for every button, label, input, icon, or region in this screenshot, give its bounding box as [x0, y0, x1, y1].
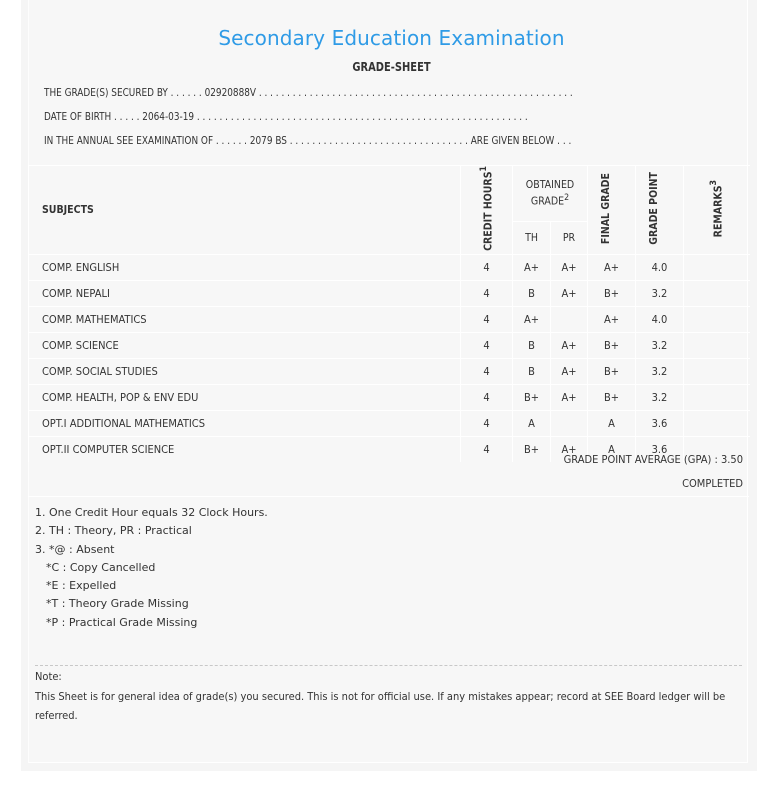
obtained-grade-header — [513, 166, 588, 222]
grade-point-cell: 4.0 — [636, 306, 684, 332]
grade-point-header-label: GRADE POINT — [647, 172, 660, 245]
note-label: Note: — [35, 670, 62, 683]
grade-point-cell: 3.2 — [636, 332, 684, 358]
table-row — [29, 332, 750, 358]
note-divider — [35, 665, 742, 666]
table-row — [29, 306, 750, 332]
remarks-cell — [684, 254, 750, 280]
grade-point-cell: 3.2 — [636, 384, 684, 410]
subjects-header-label: SUBJECTS — [42, 203, 94, 216]
practical-grade-cell: A+ — [551, 436, 588, 462]
subject-cell: COMP. ENGLISH — [29, 254, 461, 280]
grade-point-cell: 3.6 — [636, 410, 684, 436]
legend-item: *T : Theory Grade Missing — [46, 597, 189, 611]
legend-item: 1. One Credit Hour equals 32 Clock Hours. — [35, 506, 268, 519]
note-text: This Sheet is for general idea of grade(s) you secured. This is not for official use. If any mistakes appear; record at SEE Board ledger will be referred. — [35, 690, 726, 722]
remarks-cell — [684, 384, 750, 410]
theory-grade-cell: A+ — [513, 306, 551, 332]
theory-grade-cell: B — [513, 358, 551, 384]
final-grade-header — [588, 166, 636, 255]
legend-item: 2. TH : Theory, PR : Practical — [35, 524, 192, 538]
practical-grade-cell: A+ — [551, 358, 588, 384]
obtained-grade-text: OBTAINED GRADE — [525, 178, 575, 208]
final-grade-cell: B+ — [588, 384, 636, 410]
exam-year-line: IN THE ANNUAL SEE EXAMINATION OF . . . . . . 2079 BS . . . . . . . . . . . . . . . . . . . . . . . . . . . . . . . . ARE GIVEN BELOW . . . — [44, 134, 572, 147]
final-grade-cell: B+ — [588, 280, 636, 306]
credit-hours-header — [461, 166, 513, 255]
credit-hours-cell: 4 — [461, 436, 513, 462]
practical-grade-cell: A+ — [551, 280, 588, 306]
final-grade-cell: A+ — [588, 254, 636, 280]
final-grade-cell: B+ — [588, 332, 636, 358]
grade-point-cell: 3.6 — [636, 436, 684, 462]
subject-cell: COMP. SOCIAL STUDIES — [29, 358, 461, 384]
subject-cell: OPT.II COMPUTER SCIENCE — [29, 436, 461, 462]
legend-item: 3. *@ : Absent — [35, 542, 115, 556]
grade-point-cell: 3.2 — [636, 358, 684, 384]
final-grade-cell: A+ — [588, 306, 636, 332]
subject-cell: COMP. NEPALI — [29, 280, 461, 306]
final-grade-cell: B+ — [588, 358, 636, 384]
grades-table — [28, 165, 750, 462]
obtained-grade-footnote: 2 — [564, 192, 570, 203]
credit-hours-header-label — [479, 166, 495, 251]
theory-header: TH — [513, 221, 551, 254]
remarks-cell — [684, 280, 750, 306]
practical-grade-cell — [551, 410, 588, 436]
credit-hours-cell: 4 — [461, 280, 513, 306]
theory-grade-cell: B+ — [513, 384, 551, 410]
final-grade-cell: A — [588, 436, 636, 462]
subject-cell: OPT.I ADDITIONAL MATHEMATICS — [29, 410, 461, 436]
obtained-grade-label — [523, 179, 577, 209]
date-of-birth-line: DATE OF BIRTH . . . . . 2064-03-19 . . . . . . . . . . . . . . . . . . . . . . . . . . . . . . . . . . . . . . . . . . . . . . . . . . . . . . . . . . . — [44, 110, 528, 123]
final-grade-header-label: FINAL GRADE — [599, 172, 612, 245]
table-row — [29, 280, 750, 306]
credit-hours-footnote: 1 — [478, 166, 489, 172]
remarks-text: REMARKS — [712, 185, 725, 238]
grade-sheet-subtitle: GRADE-SHEET — [352, 59, 431, 74]
practical-header: PR — [551, 221, 588, 254]
table-row — [29, 384, 750, 410]
page-title: Secondary Education Examination — [218, 26, 565, 50]
practical-grade-cell — [551, 306, 588, 332]
remarks-cell — [684, 332, 750, 358]
theory-grade-cell: B — [513, 332, 551, 358]
credit-hours-cell: 4 — [461, 306, 513, 332]
remarks-header-label — [709, 180, 725, 237]
practical-grade-cell: A+ — [551, 332, 588, 358]
grade-point-cell: 4.0 — [636, 254, 684, 280]
subject-cell: COMP. HEALTH, POP & ENV EDU — [29, 384, 461, 410]
subject-cell: COMP. MATHEMATICS — [29, 306, 461, 332]
legend-item: *C : Copy Cancelled — [46, 560, 156, 574]
practical-grade-cell: A+ — [551, 254, 588, 280]
theory-grade-cell: B+ — [513, 436, 551, 462]
remarks-footnote: 3 — [709, 179, 719, 186]
subjects-header — [29, 166, 461, 255]
theory-grade-cell: A+ — [513, 254, 551, 280]
gpa-summary: GRADE POINT AVERAGE (GPA) : 3.50 — [563, 453, 743, 466]
legend-list — [35, 504, 268, 632]
secured-by-line: THE GRADE(S) SECURED BY . . . . . . 02920888V . . . . . . . . . . . . . . . . . . . . . . . . . . . . . . . . . . . . . . . . . . . . . . . . . . . . . . . . — [44, 86, 573, 99]
legend-item: *E : Expelled — [46, 579, 117, 593]
remarks-cell — [684, 306, 750, 332]
grade-point-header — [636, 166, 684, 255]
credit-hours-cell: 4 — [461, 254, 513, 280]
theory-grade-cell: B — [513, 280, 551, 306]
credit-hours-cell: 4 — [461, 332, 513, 358]
legend-item: *P : Practical Grade Missing — [46, 615, 198, 629]
final-grade-cell: A — [588, 410, 636, 436]
legend-divider — [28, 496, 749, 497]
credit-hours-cell: 4 — [461, 384, 513, 410]
theory-grade-cell: A — [513, 410, 551, 436]
practical-grade-cell: A+ — [551, 384, 588, 410]
subject-cell: COMP. SCIENCE — [29, 332, 461, 358]
remarks-header — [684, 166, 750, 255]
table-row — [29, 358, 750, 384]
table-row — [29, 254, 750, 280]
grade-point-cell: 3.2 — [636, 280, 684, 306]
remarks-cell — [684, 358, 750, 384]
result-status: COMPLETED — [682, 477, 743, 490]
credit-hours-cell: 4 — [461, 410, 513, 436]
table-row — [29, 410, 750, 436]
credit-hours-cell: 4 — [461, 358, 513, 384]
credit-hours-text: CREDIT HOURS — [482, 171, 495, 251]
remarks-cell — [684, 410, 750, 436]
